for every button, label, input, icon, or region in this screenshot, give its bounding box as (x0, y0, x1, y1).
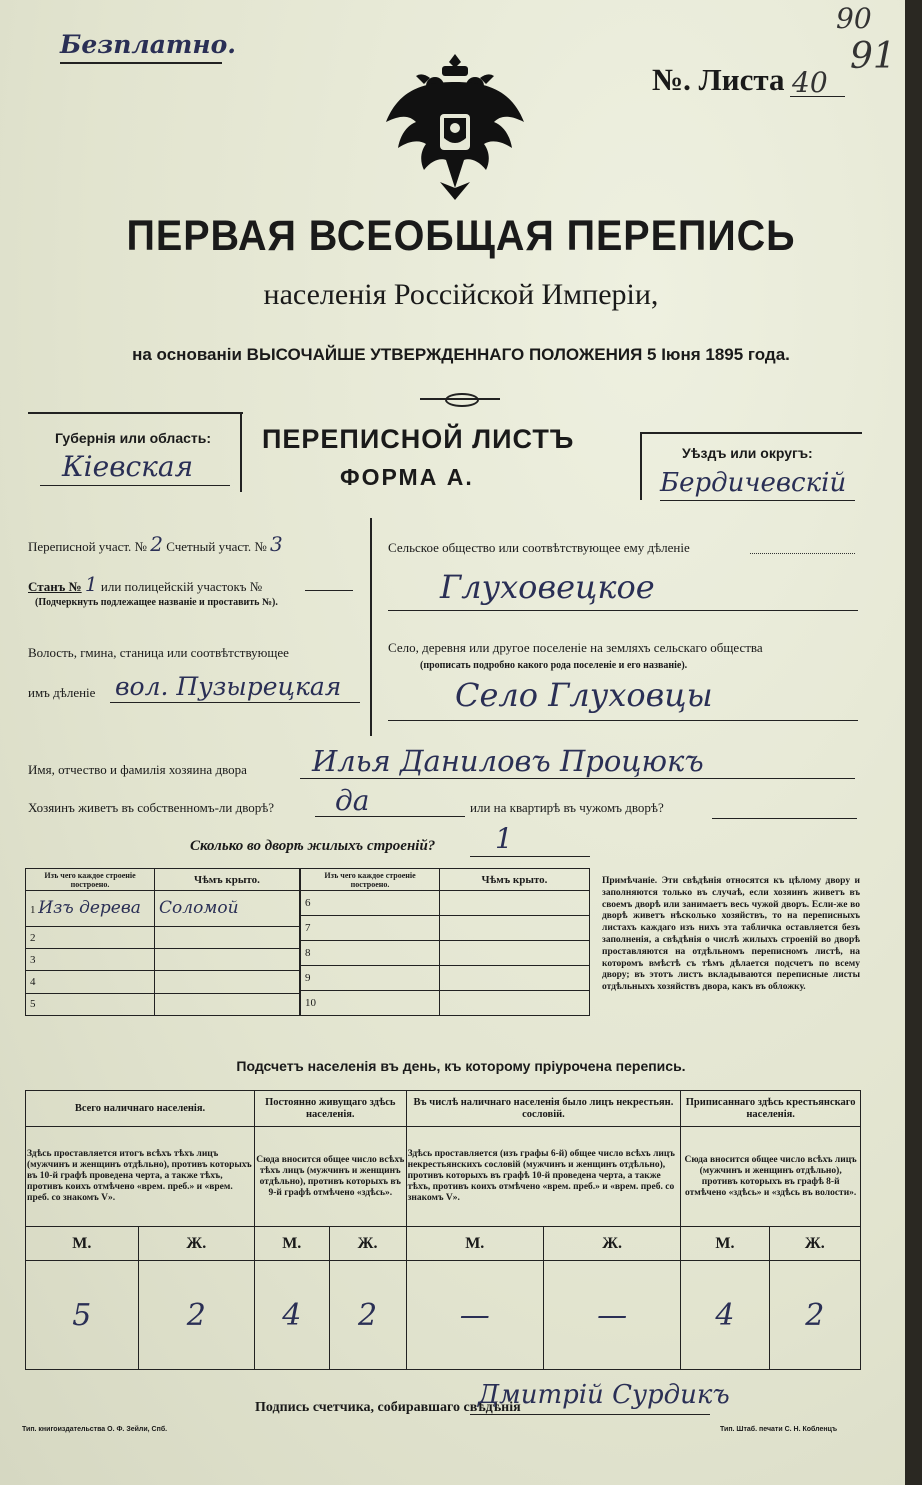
registered-male: 4 (681, 1261, 769, 1370)
building-1-material: Изъ дерева (38, 898, 141, 919)
province-label: Губернія или область: (55, 430, 212, 446)
form-subtitle: ФОРМА А. (340, 464, 474, 490)
count-plot-value: 3 (270, 532, 283, 556)
village-label: Село, деревня или другое поселеніе на земляхъ сельскаго общества (388, 640, 763, 655)
imperial-eagle-emblem (380, 52, 530, 202)
census-plot-label: Переписной участ. № (28, 539, 147, 554)
subtitle: населенія Россійской Имперіи, (263, 278, 659, 311)
province-value: Кіевская (62, 450, 194, 483)
free-label: Безплатно. (60, 30, 236, 59)
volost-label-2: имъ дѣленіе (28, 685, 96, 700)
registered-female: 2 (769, 1261, 860, 1370)
sheet-number-value: 40 (792, 66, 828, 99)
volost-label: Волость, гмина, станица или соотвѣтствующее (28, 645, 289, 660)
district-label: Уѣздъ или округъ: (682, 445, 813, 461)
owner-value: Илья Даниловъ Процюкъ (312, 744, 704, 778)
main-title: ПЕРВАЯ ВСЕОБЩАЯ ПЕРЕПИСЬ (126, 212, 796, 260)
nonpeasant-female: — (543, 1261, 680, 1370)
buildings-table-left: Изъ чего каждое строеніе построено. Чѣмъ крыто. 1 Изъ дерева Соломой 2 3 4 5 (25, 868, 300, 1016)
printer-right: Тип. Штаб. печати С. Н. Кобленцъ (720, 1426, 838, 1433)
owner-label: Имя, отчество и фамилія хозяина двора (28, 762, 247, 777)
signature-label: Подпись счетчика, собиравшаго свѣдѣнія (255, 1400, 521, 1415)
total-female: 2 (138, 1261, 254, 1370)
population-heading: Подсчетъ населенія въ день, къ которому пріурочена перепись. (236, 1058, 686, 1074)
legal-basis: на основаніи ВЫСОЧАЙШЕ УТВЕРЖДЕННАГО ПОЛОЖЕНИЯ 5 Іюня 1895 года. (132, 345, 790, 364)
resident-male: 4 (254, 1261, 329, 1370)
archive-number-2: 91 (850, 36, 896, 77)
rent-label: или на квартирѣ въ чужомъ дворѣ? (470, 800, 664, 815)
printer-left: Тип. книгоиздательства О. Ф. Зейли, Спб. (22, 1426, 168, 1433)
buildings-label: Сколько во дворѣ жилыхъ строеній? (190, 838, 436, 854)
buildings-table-right: Изъ чего каждое строеніе построено. Чѣмъ крыто. 6 7 8 9 10 (300, 868, 590, 1016)
police-label: или полицейскій участокъ № (100, 579, 263, 594)
resident-female: 2 (329, 1261, 406, 1370)
society-label: Сельское общество или соотвѣтствующее ему дѣленіе (388, 540, 690, 555)
buildings-value: 1 (495, 822, 513, 855)
signature-value: Дмитрій Сурдикъ (478, 1380, 730, 1410)
form-title: ПЕРЕПИСНОЙ ЛИСТЪ (262, 424, 575, 454)
note-text: Примѣчаніе. Эти свѣдѣнія относятся къ цѣлому двору и заполняются только въ случаѣ, если хозяинъ живетъ въ своемъ дворѣ или занимаетъ весь чужой дворъ. Если-же во дворѣ живетъ нѣсколько хозяйствъ, то на переписныхъ листахъ каждаго изъ нихъ эта табличка оставляется безъ заполненія, а свѣдѣнія о числѣ жилыхъ строеній во дворѣ проставляются на отдѣльномъ переписномъ листѣ, на которомъ вмѣстѣ съ тѣмъ дѣлается подсчетъ по всему двору; въ этотъ листъ вкладываются переписные листы отдѣльныхъ хозяйствъ двора, какъ въ обложку. (602, 876, 860, 993)
district-value: Бердичевскій (660, 468, 847, 498)
own-yard-value: да (335, 784, 370, 817)
society-value: Глуховецкое (440, 568, 655, 606)
village-note: (прописать подробно какого рода поселеніе и его названіе). (420, 660, 688, 671)
nonpeasant-male: — (406, 1261, 543, 1370)
count-plot-label: Счетный участ. № (166, 539, 267, 554)
population-table: Всего наличнаго населенія. Постоянно живущаго здѣсь населенія. Въ числѣ наличнаго населенія было лицъ некрестьян. сословій. Приписаннаго здѣсь крестьянскаго населенія. Здѣсь проставляется итогъ всѣхъ тѣхъ лицъ (мужчинъ и женщинъ отдѣльно), противъ которыхъ въ 10-й графѣ проведена черта, а также тѣхъ, противъ коихъ отмѣчено «врем. преб.» и «врем. преб. со знакомъ V». Сюда вносится общее число всѣхъ тѣхъ лицъ (мужчинъ и женщинъ отдѣльно), противъ которыхъ въ 9-й графѣ отмѣчено «здѣсь». Здѣсь проставляется (изъ графы 6-й) общее число всѣхъ лицъ некрестьянскихъ сословій (мужчинъ и женщинъ отдѣльно), противъ которыхъ въ графѣ 10-й проведена черта, а также тѣхъ, противъ коихъ отмѣчено «врем. преб.» и «врем. преб. со знакомъ V». Сюда вносится общее число всѣхъ лицъ (мужчинъ и женщинъ отдѣльно), противъ которыхъ въ графѣ 8-й отмѣчено «здѣсь» и «здѣсь въ волости». М. Ж. М. Ж. М. Ж. М. Ж. 5 2 4 2 — — 4 2 (25, 1090, 861, 1370)
total-male: 5 (26, 1261, 139, 1370)
own-yard-label: Хозяинъ живетъ въ собственномъ-ли дворѣ? (28, 800, 275, 815)
stan-note: (Подчеркнуть подлежащее названіе и проставить №). (35, 597, 278, 608)
stan-value: 1 (84, 572, 98, 596)
village-value: Село Глуховцы (455, 676, 713, 714)
volost-value: вол. Пузырецкая (115, 672, 342, 701)
page-edge (905, 0, 922, 1485)
building-1-roof: Соломой (155, 891, 300, 927)
stan-label: Станъ № (28, 579, 82, 594)
archive-number-1: 90 (836, 2, 872, 35)
census-plot-value: 2 (150, 532, 163, 556)
sheet-number-label: №. Листа (652, 62, 785, 97)
